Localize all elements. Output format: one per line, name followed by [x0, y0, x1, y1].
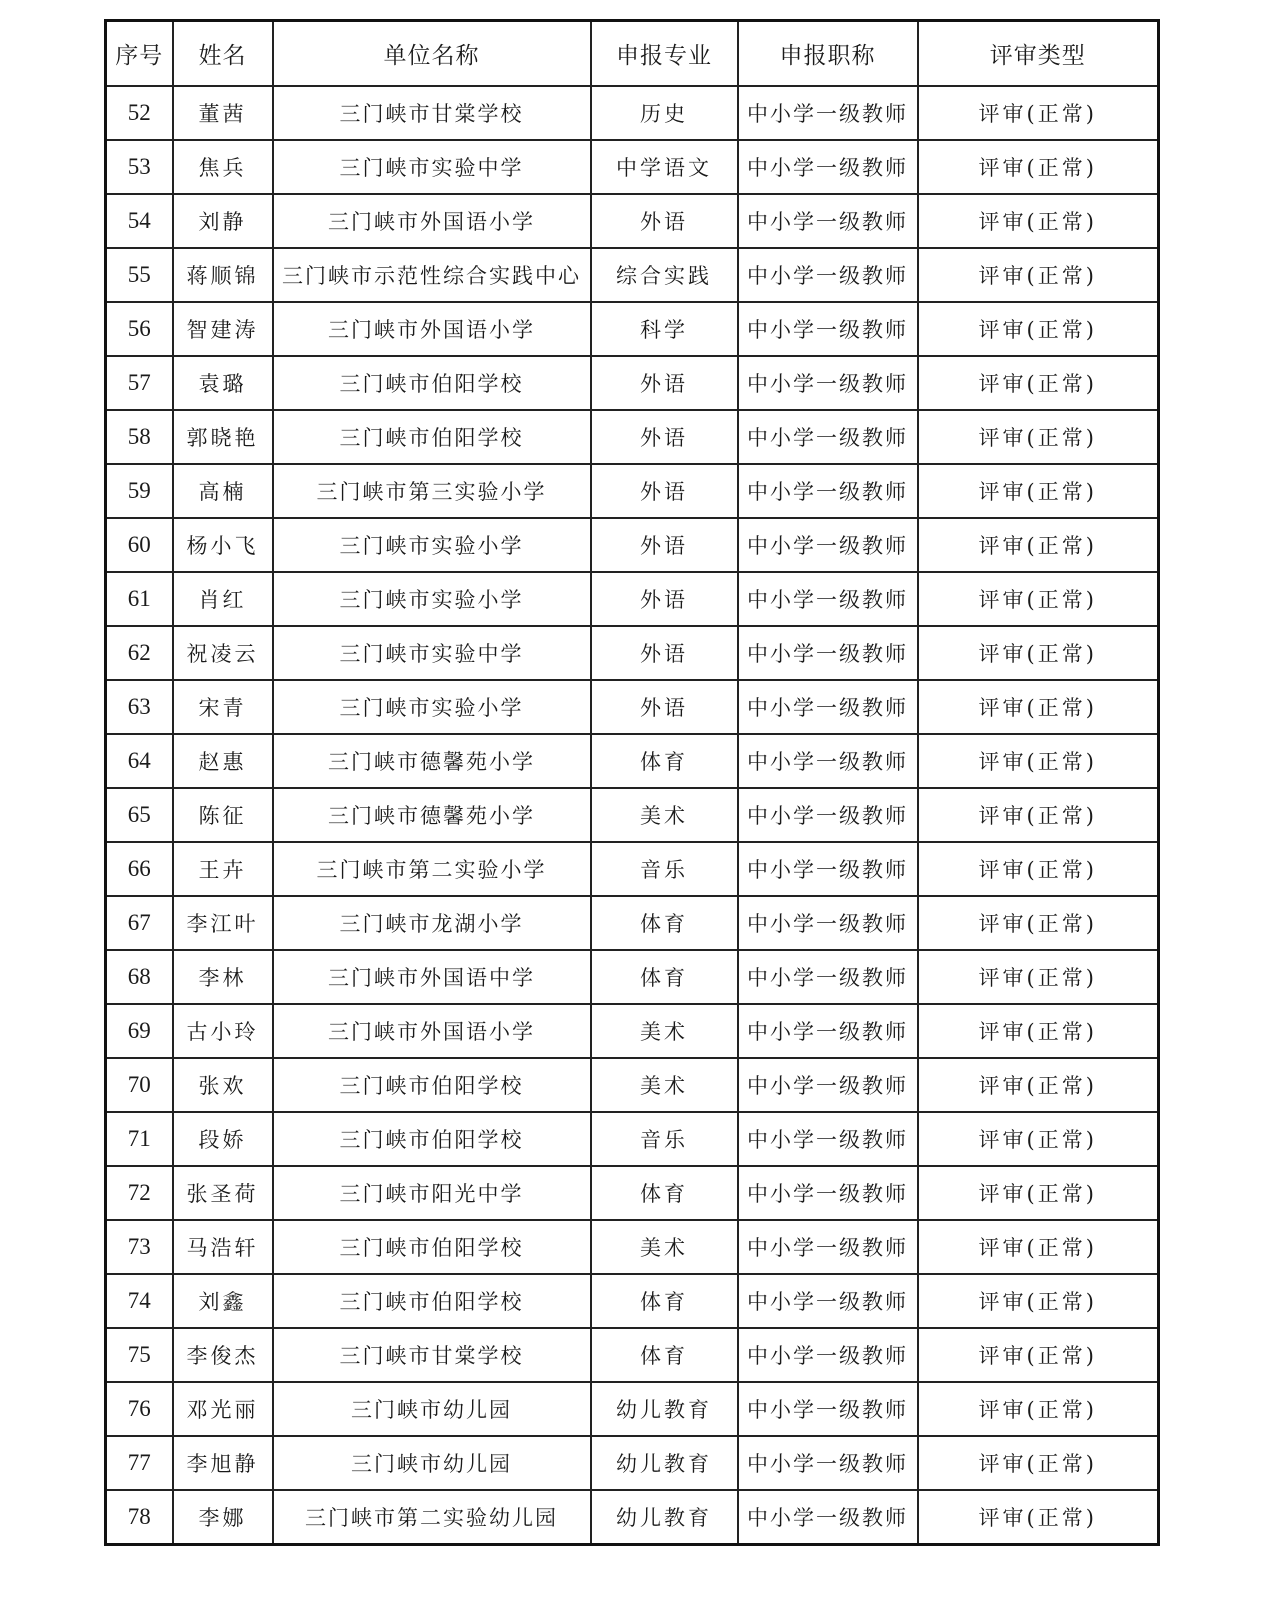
cell-review-type: 评审(正常) — [918, 626, 1159, 680]
cell-unit: 三门峡市甘棠学校 — [273, 1328, 591, 1382]
cell-name: 李俊杰 — [173, 1328, 273, 1382]
cell-title: 中小学一级教师 — [738, 896, 918, 950]
cell-major: 外语 — [591, 572, 738, 626]
cell-review-type: 评审(正常) — [918, 1274, 1159, 1328]
table-row — [106, 734, 1159, 788]
cell-name: 马浩轩 — [173, 1220, 273, 1274]
cell-major: 体育 — [591, 1166, 738, 1220]
cell-review-type: 评审(正常) — [918, 140, 1159, 194]
cell-title: 中小学一级教师 — [738, 1436, 918, 1490]
cell-index: 68 — [106, 950, 173, 1004]
cell-index: 63 — [106, 680, 173, 734]
cell-index: 65 — [106, 788, 173, 842]
cell-title: 中小学一级教师 — [738, 1112, 918, 1166]
cell-index: 53 — [106, 140, 173, 194]
cell-title: 中小学一级教师 — [738, 194, 918, 248]
cell-major: 音乐 — [591, 1112, 738, 1166]
header-major: 申报专业 — [591, 21, 738, 87]
cell-name: 李江叶 — [173, 896, 273, 950]
cell-name: 郭晓艳 — [173, 410, 273, 464]
cell-index: 52 — [106, 86, 173, 140]
cell-major: 外语 — [591, 518, 738, 572]
cell-review-type: 评审(正常) — [918, 518, 1159, 572]
table-row — [106, 194, 1159, 248]
cell-index: 57 — [106, 356, 173, 410]
cell-name: 段娇 — [173, 1112, 273, 1166]
cell-review-type: 评审(正常) — [918, 1004, 1159, 1058]
cell-unit: 三门峡市外国语小学 — [273, 302, 591, 356]
cell-index: 56 — [106, 302, 173, 356]
cell-major: 体育 — [591, 950, 738, 1004]
cell-major: 外语 — [591, 680, 738, 734]
cell-index: 61 — [106, 572, 173, 626]
cell-name: 肖红 — [173, 572, 273, 626]
header-unit: 单位名称 — [273, 21, 591, 87]
header-review-type: 评审类型 — [918, 21, 1159, 87]
cell-unit: 三门峡市实验小学 — [273, 572, 591, 626]
cell-name: 宋青 — [173, 680, 273, 734]
cell-unit: 三门峡市实验中学 — [273, 140, 591, 194]
cell-index: 59 — [106, 464, 173, 518]
cell-unit: 三门峡市第三实验小学 — [273, 464, 591, 518]
cell-review-type: 评审(正常) — [918, 1382, 1159, 1436]
cell-major: 音乐 — [591, 842, 738, 896]
cell-unit: 三门峡市幼儿园 — [273, 1436, 591, 1490]
cell-title: 中小学一级教师 — [738, 950, 918, 1004]
cell-title: 中小学一级教师 — [738, 356, 918, 410]
cell-unit: 三门峡市伯阳学校 — [273, 1058, 591, 1112]
cell-review-type: 评审(正常) — [918, 1436, 1159, 1490]
cell-name: 古小玲 — [173, 1004, 273, 1058]
table-row — [106, 1166, 1159, 1220]
cell-title: 中小学一级教师 — [738, 1382, 918, 1436]
cell-review-type: 评审(正常) — [918, 680, 1159, 734]
table-row — [106, 1004, 1159, 1058]
cell-unit: 三门峡市外国语小学 — [273, 194, 591, 248]
table-row — [106, 140, 1159, 194]
cell-name: 赵惠 — [173, 734, 273, 788]
cell-major: 历史 — [591, 86, 738, 140]
header-index: 序号 — [106, 21, 173, 87]
cell-name: 张圣荷 — [173, 1166, 273, 1220]
cell-title: 中小学一级教师 — [738, 140, 918, 194]
cell-major: 美术 — [591, 1004, 738, 1058]
cell-title: 中小学一级教师 — [738, 1490, 918, 1545]
cell-review-type: 评审(正常) — [918, 302, 1159, 356]
cell-unit: 三门峡市第二实验幼儿园 — [273, 1490, 591, 1545]
cell-unit: 三门峡市伯阳学校 — [273, 1220, 591, 1274]
cell-review-type: 评审(正常) — [918, 356, 1159, 410]
cell-major: 体育 — [591, 1328, 738, 1382]
table-row — [106, 788, 1159, 842]
cell-review-type: 评审(正常) — [918, 410, 1159, 464]
cell-review-type: 评审(正常) — [918, 1166, 1159, 1220]
cell-index: 67 — [106, 896, 173, 950]
cell-unit: 三门峡市伯阳学校 — [273, 1274, 591, 1328]
cell-review-type: 评审(正常) — [918, 464, 1159, 518]
cell-title: 中小学一级教师 — [738, 788, 918, 842]
cell-major: 科学 — [591, 302, 738, 356]
table-row — [106, 680, 1159, 734]
cell-title: 中小学一级教师 — [738, 1220, 918, 1274]
cell-title: 中小学一级教师 — [738, 680, 918, 734]
cell-title: 中小学一级教师 — [738, 410, 918, 464]
cell-index: 66 — [106, 842, 173, 896]
cell-unit: 三门峡市德馨苑小学 — [273, 788, 591, 842]
table-row — [106, 356, 1159, 410]
cell-name: 智建涛 — [173, 302, 273, 356]
cell-name: 高楠 — [173, 464, 273, 518]
cell-index: 55 — [106, 248, 173, 302]
cell-review-type: 评审(正常) — [918, 1490, 1159, 1545]
cell-index: 58 — [106, 410, 173, 464]
cell-review-type: 评审(正常) — [918, 734, 1159, 788]
cell-review-type: 评审(正常) — [918, 86, 1159, 140]
table-row — [106, 1490, 1159, 1545]
cell-title: 中小学一级教师 — [738, 1328, 918, 1382]
cell-unit: 三门峡市伯阳学校 — [273, 1112, 591, 1166]
cell-name: 袁璐 — [173, 356, 273, 410]
cell-review-type: 评审(正常) — [918, 788, 1159, 842]
cell-review-type: 评审(正常) — [918, 572, 1159, 626]
cell-title: 中小学一级教师 — [738, 464, 918, 518]
cell-major: 幼儿教育 — [591, 1436, 738, 1490]
table-row — [106, 1436, 1159, 1490]
table-row — [106, 950, 1159, 1004]
cell-index: 72 — [106, 1166, 173, 1220]
cell-major: 外语 — [591, 410, 738, 464]
table-header — [106, 21, 1159, 87]
cell-unit: 三门峡市龙湖小学 — [273, 896, 591, 950]
cell-unit: 三门峡市外国语小学 — [273, 1004, 591, 1058]
table-row — [106, 1382, 1159, 1436]
cell-index: 77 — [106, 1436, 173, 1490]
cell-unit: 三门峡市幼儿园 — [273, 1382, 591, 1436]
cell-title: 中小学一级教师 — [738, 626, 918, 680]
cell-name: 杨小飞 — [173, 518, 273, 572]
cell-review-type: 评审(正常) — [918, 1058, 1159, 1112]
cell-title: 中小学一级教师 — [738, 518, 918, 572]
cell-title: 中小学一级教师 — [738, 248, 918, 302]
cell-major: 体育 — [591, 1274, 738, 1328]
cell-title: 中小学一级教师 — [738, 1058, 918, 1112]
cell-review-type: 评审(正常) — [918, 842, 1159, 896]
cell-major: 体育 — [591, 896, 738, 950]
cell-index: 70 — [106, 1058, 173, 1112]
cell-title: 中小学一级教师 — [738, 1274, 918, 1328]
table-row — [106, 1328, 1159, 1382]
cell-title: 中小学一级教师 — [738, 734, 918, 788]
cell-major: 外语 — [591, 194, 738, 248]
cell-index: 74 — [106, 1274, 173, 1328]
cell-unit: 三门峡市伯阳学校 — [273, 410, 591, 464]
cell-unit: 三门峡市伯阳学校 — [273, 356, 591, 410]
cell-major: 美术 — [591, 1220, 738, 1274]
cell-title: 中小学一级教师 — [738, 572, 918, 626]
table-row — [106, 842, 1159, 896]
cell-review-type: 评审(正常) — [918, 896, 1159, 950]
table-row — [106, 896, 1159, 950]
cell-major: 体育 — [591, 734, 738, 788]
cell-unit: 三门峡市实验中学 — [273, 626, 591, 680]
cell-major: 幼儿教育 — [591, 1490, 738, 1545]
cell-unit: 三门峡市实验小学 — [273, 680, 591, 734]
cell-unit: 三门峡市示范性综合实践中心 — [273, 248, 591, 302]
cell-unit: 三门峡市外国语中学 — [273, 950, 591, 1004]
cell-name: 李林 — [173, 950, 273, 1004]
table-row — [106, 1274, 1159, 1328]
table-row — [106, 248, 1159, 302]
cell-index: 75 — [106, 1328, 173, 1382]
cell-major: 中学语文 — [591, 140, 738, 194]
table-body — [106, 86, 1159, 1545]
cell-name: 邓光丽 — [173, 1382, 273, 1436]
cell-index: 71 — [106, 1112, 173, 1166]
cell-major: 幼儿教育 — [591, 1382, 738, 1436]
cell-review-type: 评审(正常) — [918, 248, 1159, 302]
table-row — [106, 518, 1159, 572]
header-name: 姓名 — [173, 21, 273, 87]
cell-review-type: 评审(正常) — [918, 1112, 1159, 1166]
header-row — [106, 21, 1159, 87]
cell-unit: 三门峡市甘棠学校 — [273, 86, 591, 140]
table-row — [106, 1112, 1159, 1166]
cell-index: 69 — [106, 1004, 173, 1058]
cell-name: 王卉 — [173, 842, 273, 896]
table-row — [106, 1058, 1159, 1112]
roster-table — [104, 19, 1160, 1546]
cell-review-type: 评审(正常) — [918, 950, 1159, 1004]
cell-title: 中小学一级教师 — [738, 842, 918, 896]
cell-name: 祝凌云 — [173, 626, 273, 680]
table-row — [106, 572, 1159, 626]
table-row — [106, 1220, 1159, 1274]
cell-index: 54 — [106, 194, 173, 248]
cell-major: 外语 — [591, 356, 738, 410]
cell-unit: 三门峡市第二实验小学 — [273, 842, 591, 896]
cell-title: 中小学一级教师 — [738, 1166, 918, 1220]
header-title: 申报职称 — [738, 21, 918, 87]
cell-name: 刘鑫 — [173, 1274, 273, 1328]
cell-name: 刘静 — [173, 194, 273, 248]
cell-name: 焦兵 — [173, 140, 273, 194]
cell-review-type: 评审(正常) — [918, 194, 1159, 248]
cell-name: 蒋顺锦 — [173, 248, 273, 302]
cell-name: 李旭静 — [173, 1436, 273, 1490]
cell-major: 美术 — [591, 788, 738, 842]
cell-name: 董茜 — [173, 86, 273, 140]
cell-unit: 三门峡市德馨苑小学 — [273, 734, 591, 788]
cell-index: 76 — [106, 1382, 173, 1436]
cell-index: 73 — [106, 1220, 173, 1274]
cell-index: 64 — [106, 734, 173, 788]
table-row — [106, 464, 1159, 518]
cell-review-type: 评审(正常) — [918, 1328, 1159, 1382]
cell-unit: 三门峡市阳光中学 — [273, 1166, 591, 1220]
cell-major: 外语 — [591, 464, 738, 518]
table-row — [106, 86, 1159, 140]
cell-index: 78 — [106, 1490, 173, 1545]
cell-name: 陈征 — [173, 788, 273, 842]
cell-unit: 三门峡市实验小学 — [273, 518, 591, 572]
cell-index: 62 — [106, 626, 173, 680]
cell-index: 60 — [106, 518, 173, 572]
cell-name: 李娜 — [173, 1490, 273, 1545]
table-row — [106, 410, 1159, 464]
cell-title: 中小学一级教师 — [738, 302, 918, 356]
table-row — [106, 626, 1159, 680]
cell-major: 综合实践 — [591, 248, 738, 302]
cell-major: 美术 — [591, 1058, 738, 1112]
cell-title: 中小学一级教师 — [738, 1004, 918, 1058]
cell-review-type: 评审(正常) — [918, 1220, 1159, 1274]
cell-title: 中小学一级教师 — [738, 86, 918, 140]
table-row — [106, 302, 1159, 356]
cell-name: 张欢 — [173, 1058, 273, 1112]
cell-major: 外语 — [591, 626, 738, 680]
